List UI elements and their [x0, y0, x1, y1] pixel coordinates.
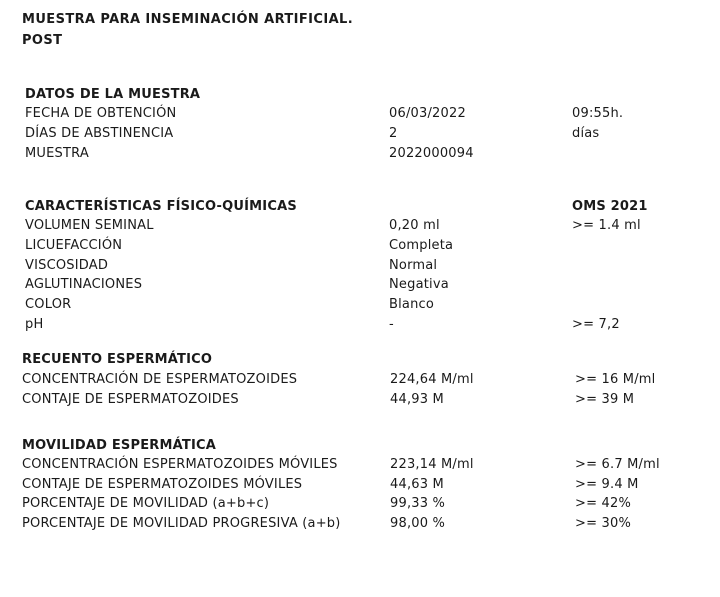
ref-ph: >= 7,2: [572, 317, 620, 332]
section-heading-datos: DATOS DE LA MUESTRA: [25, 87, 201, 102]
value-concentracion-moviles: 223,14 M/ml: [390, 457, 474, 472]
label-volumen-seminal: VOLUMEN SEMINAL: [25, 218, 154, 233]
label-contaje-espermatozoides: CONTAJE DE ESPERMATOZOIDES: [22, 392, 239, 407]
report-title: MUESTRA PARA INSEMINACIÓN ARTIFICIAL.: [22, 12, 354, 27]
value-porcentaje-movilidad-progresiva: 98,00 %: [390, 516, 446, 531]
value-dias-abstinencia: 2: [389, 126, 398, 141]
label-aglutinaciones: AGLUTINACIONES: [25, 277, 143, 292]
ref-porcentaje-movilidad-progresiva: >= 30%: [575, 516, 632, 531]
reference-heading-oms: OMS 2021: [572, 199, 648, 214]
ref-concentracion-espermatozoides: >= 16 M/ml: [575, 372, 656, 387]
label-dias-abstinencia: DÍAS DE ABSTINENCIA: [25, 126, 174, 141]
value-fecha-obtencion: 06/03/2022: [389, 106, 466, 121]
label-porcentaje-movilidad: PORCENTAJE DE MOVILIDAD (a+b+c): [22, 496, 270, 511]
value-contaje-espermatozoides: 44,93 M: [390, 392, 444, 407]
value-viscosidad: Normal: [389, 258, 438, 273]
label-color: COLOR: [25, 297, 72, 312]
value-ph: -: [389, 317, 394, 332]
ref-contaje-moviles: >= 9.4 M: [575, 477, 639, 492]
value-muestra: 2022000094: [389, 146, 474, 161]
value-concentracion-espermatozoides: 224,64 M/ml: [390, 372, 474, 387]
value-color: Blanco: [389, 297, 435, 312]
value-volumen-seminal: 0,20 ml: [389, 218, 440, 233]
section-heading-recuento: RECUENTO ESPERMÁTICO: [22, 352, 213, 367]
ref-volumen-seminal: >= 1.4 ml: [572, 218, 641, 233]
label-concentracion-espermatozoides: CONCENTRACIÓN DE ESPERMATOZOIDES: [22, 372, 298, 387]
label-ph: pH: [25, 317, 44, 332]
label-muestra: MUESTRA: [25, 146, 89, 161]
value-aglutinaciones: Negativa: [389, 277, 449, 292]
ref-porcentaje-movilidad: >= 42%: [575, 496, 632, 511]
ref-concentracion-moviles: >= 6.7 M/ml: [575, 457, 660, 472]
value-porcentaje-movilidad: 99,33 %: [390, 496, 446, 511]
value-hora-obtencion: 09:55h.: [572, 106, 624, 121]
report-subtitle: POST: [22, 33, 63, 48]
label-fecha-obtencion: FECHA DE OBTENCIÓN: [25, 106, 177, 121]
label-porcentaje-movilidad-progresiva: PORCENTAJE DE MOVILIDAD PROGRESIVA (a+b): [22, 516, 341, 531]
section-heading-movilidad: MOVILIDAD ESPERMÁTICA: [22, 438, 216, 453]
ref-contaje-espermatozoides: >= 39 M: [575, 392, 635, 407]
label-licuefaccion: LICUEFACCIÓN: [25, 238, 123, 253]
label-viscosidad: VISCOSIDAD: [25, 258, 109, 273]
unit-dias: días: [572, 126, 600, 141]
label-concentracion-moviles: CONCENTRACIÓN ESPERMATOZOIDES MÓVILES: [22, 457, 338, 472]
label-contaje-moviles: CONTAJE DE ESPERMATOZOIDES MÓVILES: [22, 477, 303, 492]
value-licuefaccion: Completa: [389, 238, 454, 253]
section-heading-caracteristicas: CARACTERÍSTICAS FÍSICO-QUÍMICAS: [25, 199, 297, 214]
value-contaje-moviles: 44,63 M: [390, 477, 444, 492]
